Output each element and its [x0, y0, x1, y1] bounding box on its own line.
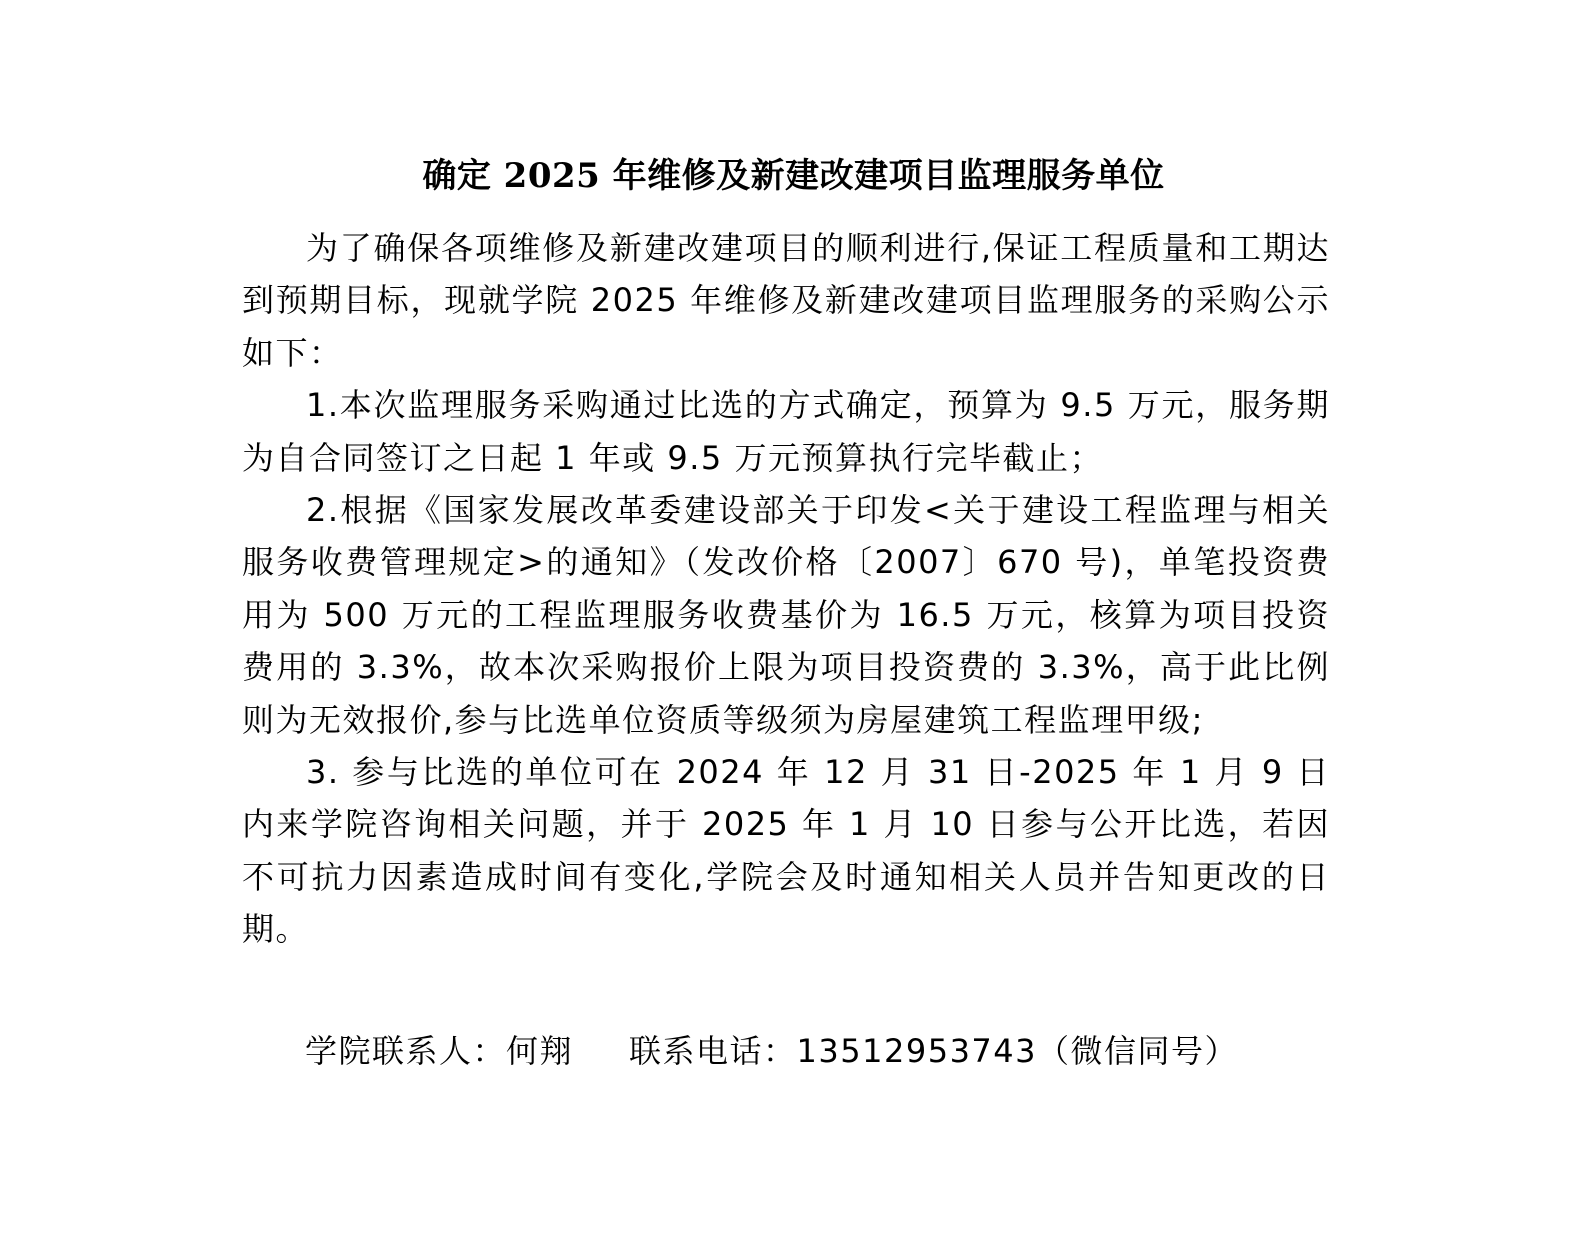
- paragraph-intro: 为了确保各项维修及新建改建项目的顺利进行,保证工程质量和工期达到预期目标，现就学院 2025 年维修及新建改建项目监理服务的采购公示如下：: [242, 229, 1330, 372]
- contact-line: [305, 1025, 1238, 1077]
- contact-person-name: 何翔: [506, 1032, 574, 1070]
- contact-person-label: 学院联系人：: [305, 1032, 507, 1070]
- paragraph-item-2: 2.根据《国家发展改革委建设部关于印发<关于建设工程监理与相关服务收费管理规定>的通知》（发改价格〔2007〕670 号)，单笔投资费用为 500 万元的工程监理服务收费基价为 16.5 万元，核算为项目投资费用的 3.3%，故本次采购报价上限为项目投资费的 3.3%，高于此比例则为无效报价,参与比选单位资质等级须为房屋建筑工程监理甲级;: [242, 491, 1330, 739]
- contact-phone-number: 13512953743: [796, 1032, 1037, 1070]
- document-title: 确定 2025 年维修及新建改建项目监理服务单位: [422, 156, 1165, 196]
- contact-phone-note: （微信同号）: [1037, 1032, 1239, 1070]
- document-body: [242, 222, 1330, 956]
- paragraph-item-1: 1.本次监理服务采购通过比选的方式确定，预算为 9.5 万元，服务期为自合同签订之日起 1 年或 9.5 万元预算执行完毕截止；: [242, 386, 1330, 477]
- paragraph-item-3: 3. 参与比选的单位可在 2024 年 12 月 31 日-2025 年 1 月 9 日内来学院咨询相关问题，并于 2025 年 1 月 10 日参与公开比选，若因不可抗力因素造成时间有变化,学院会及时通知相关人员并告知更改的日期。: [242, 753, 1330, 949]
- contact-phone-label: 联系电话：: [629, 1032, 797, 1070]
